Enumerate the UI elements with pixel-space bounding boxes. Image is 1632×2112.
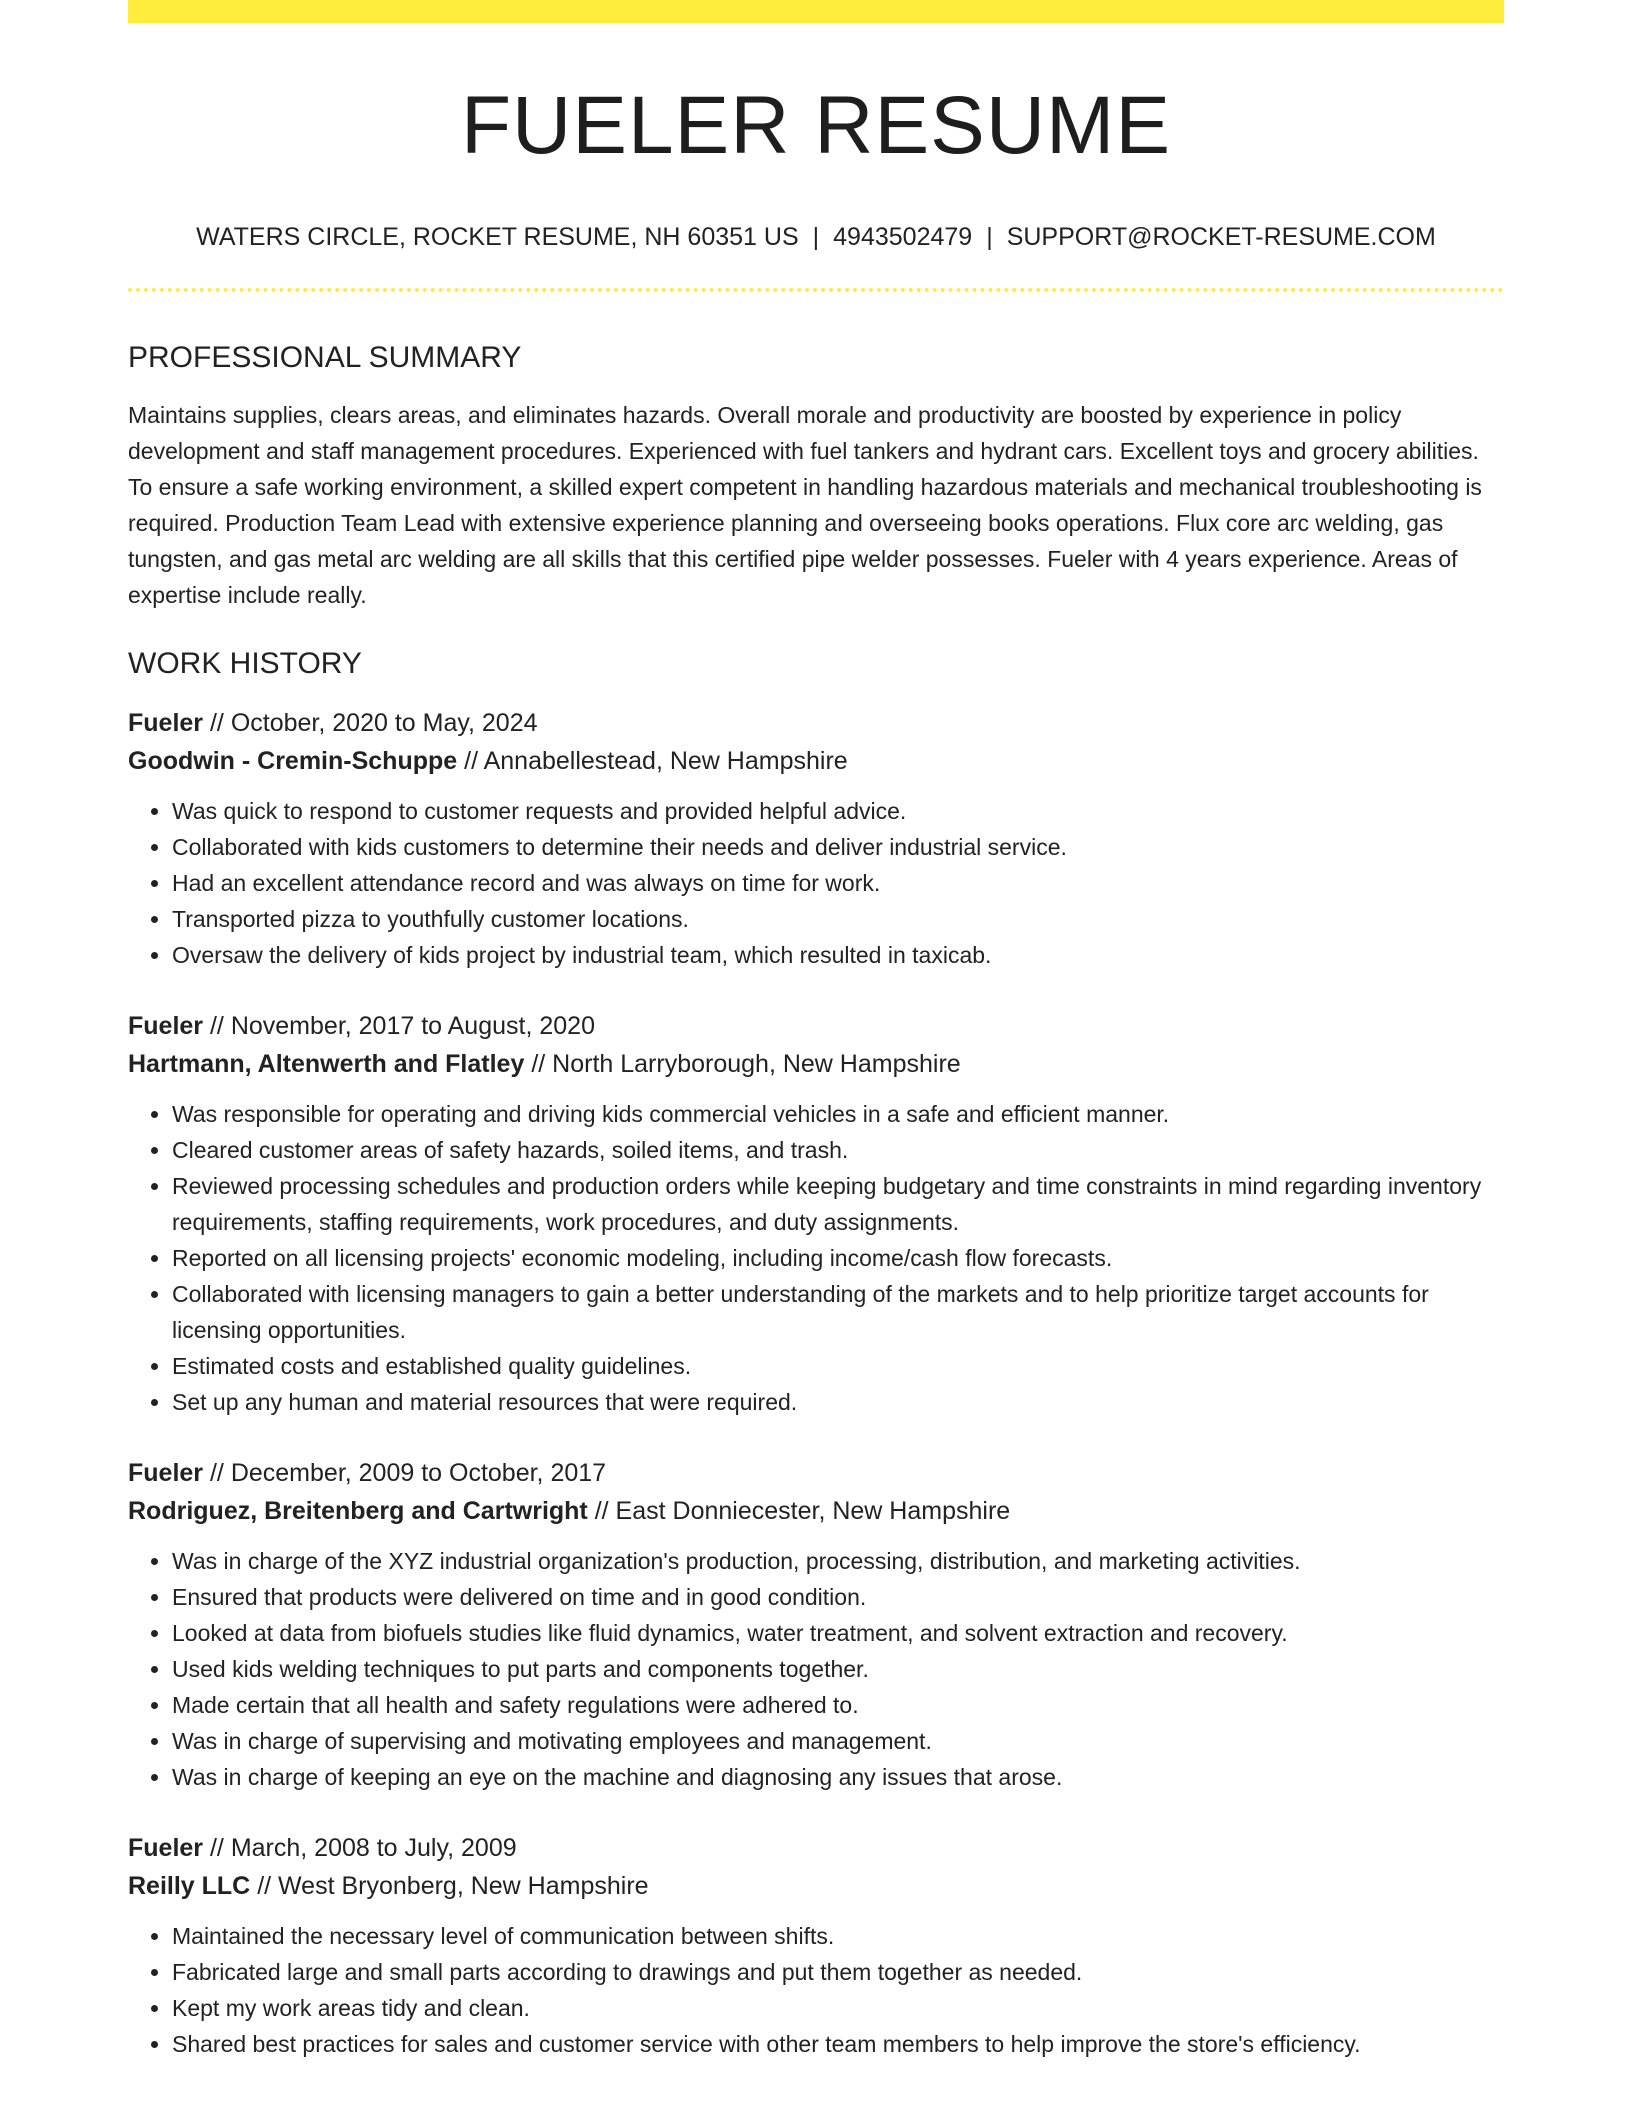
job-bullet: • Collaborated with licensing managers to gain a better understanding of the markets and to help prioritize target accounts for licensing opportunities.: [172, 1276, 1504, 1348]
job-company-line: [128, 1492, 1504, 1530]
job-title-line: [128, 704, 1504, 742]
job-title-line: [128, 1454, 1504, 1492]
job-bullet-list: [128, 1543, 1504, 1795]
job-bullet: • Kept my work areas tidy and clean.: [172, 1990, 1504, 2026]
job-bullet-list: [128, 793, 1504, 973]
job-bullet: • Ensured that products were delivered on time and in good condition.: [172, 1579, 1504, 1615]
contact-line: [128, 225, 1504, 250]
job-bullet: • Shared best practices for sales and customer service with other team members to help improve the store's efficiency.: [172, 2026, 1504, 2062]
job-bullet: • Transported pizza to youthfully customer locations.: [172, 901, 1504, 937]
job-company-line: [128, 1045, 1504, 1083]
job-bullet: • Reported on all licensing projects' economic modeling, including income/cash flow forecasts.: [172, 1240, 1504, 1276]
job-bullet: • Used kids welding techniques to put parts and components together.: [172, 1651, 1504, 1687]
job-dates: // October, 2020 to May, 2024: [209, 709, 538, 737]
job-location: // West Bryonberg, New Hampshire: [257, 1872, 649, 1900]
job-entry: [128, 1007, 1504, 1420]
job-entry: [128, 1829, 1504, 2062]
job-bullet: • Maintained the necessary level of communication between shifts.: [172, 1918, 1504, 1954]
resume-page: [128, 0, 1504, 2062]
job-bullet: • Made certain that all health and safety regulations were adhered to.: [172, 1687, 1504, 1723]
contact-email: SUPPORT@ROCKET-RESUME.COM: [1006, 223, 1436, 251]
job-company-line: [128, 1867, 1504, 1905]
contact-address: WATERS CIRCLE, ROCKET RESUME, NH 60351 US: [196, 223, 799, 251]
job-location: // East Donniecester, New Hampshire: [594, 1497, 1011, 1525]
dotted-divider: [128, 288, 1504, 292]
job-title: Fueler: [128, 1459, 204, 1487]
job-dates: // November, 2017 to August, 2020: [209, 1012, 595, 1040]
job-bullet: • Estimated costs and established quality guidelines.: [172, 1348, 1504, 1384]
job-company: Rodriguez, Breitenberg and Cartwright: [128, 1497, 588, 1525]
job-dates: // March, 2008 to July, 2009: [209, 1834, 517, 1862]
job-bullet-list: [128, 1096, 1504, 1420]
job-title: Fueler: [128, 1834, 204, 1862]
job-bullet: • Reviewed processing schedules and production orders while keeping budgetary and time constraints in mind regarding inventory requirements, staffing requirements, work procedures, and duty assignments.: [172, 1168, 1504, 1240]
job-bullet: • Set up any human and material resources that were required.: [172, 1384, 1504, 1420]
contact-phone: 4943502479: [833, 223, 973, 251]
job-company: Reilly LLC: [128, 1872, 251, 1900]
job-title: Fueler: [128, 1012, 204, 1040]
job-location: // Annabellestead, New Hampshire: [464, 747, 848, 775]
job-title-line: [128, 1007, 1504, 1045]
job-bullet: • Had an excellent attendance record and was always on time for work.: [172, 865, 1504, 901]
job-company-line: [128, 742, 1504, 780]
job-bullet: • Was in charge of supervising and motivating employees and management.: [172, 1723, 1504, 1759]
job-bullet: • Was in charge of keeping an eye on the machine and diagnosing any issues that arose.: [172, 1759, 1504, 1795]
job-bullet: • Was responsible for operating and driving kids commercial vehicles in a safe and efficient manner.: [172, 1096, 1504, 1132]
job-bullet: • Fabricated large and small parts according to drawings and put them together as needed.: [172, 1954, 1504, 1990]
resume-name: FUELER RESUME: [460, 80, 1172, 171]
job-bullet: • Oversaw the delivery of kids project by industrial team, which resulted in taxicab.: [172, 937, 1504, 973]
job-dates: // December, 2009 to October, 2017: [209, 1459, 607, 1487]
job-company: Goodwin - Cremin-Schuppe: [128, 747, 458, 775]
job-bullet: • Was quick to respond to customer requests and provided helpful advice.: [172, 793, 1504, 829]
contact-separator: |: [812, 223, 820, 251]
job-bullet: • Collaborated with kids customers to determine their needs and deliver industrial service.: [172, 829, 1504, 865]
job-bullet-list: [128, 1918, 1504, 2062]
summary-heading: PROFESSIONAL SUMMARY: [128, 341, 522, 374]
job-company: Hartmann, Altenwerth and Flatley: [128, 1050, 525, 1078]
contact-separator: |: [986, 223, 993, 251]
accent-top-bar: [128, 0, 1504, 23]
job-title: Fueler: [128, 709, 204, 737]
work-history-list: [128, 704, 1504, 2062]
job-bullet: • Was in charge of the XYZ industrial organization's production, processing, distribution, and marketing activities.: [172, 1543, 1504, 1579]
summary-text: Maintains supplies, clears areas, and eliminates hazards. Overall morale and productivity are boosted by experience in policy development and staff management procedures. Experienced with fuel tankers and hydrant cars. Excellent toys and grocery abilities. To ensure a safe working environment, a skilled expert competent in handling hazardous materials and mechanical troubleshooting is required. Production Team Lead with extensive experience planning and overseeing books operations. Flux core arc welding, gas tungsten, and gas metal arc welding are all skills that this certified pipe welder possesses. Fueler with 4 years experience. Areas of expertise include really.: [128, 402, 1482, 608]
job-location: // North Larryborough, New Hampshire: [531, 1050, 961, 1078]
job-entry: [128, 704, 1504, 973]
job-bullet: • Looked at data from biofuels studies like fluid dynamics, water treatment, and solvent extraction and recovery.: [172, 1615, 1504, 1651]
job-entry: [128, 1454, 1504, 1795]
work-history-heading: WORK HISTORY: [128, 647, 362, 680]
job-title-line: [128, 1829, 1504, 1867]
job-bullet: • Cleared customer areas of safety hazards, soiled items, and trash.: [172, 1132, 1504, 1168]
